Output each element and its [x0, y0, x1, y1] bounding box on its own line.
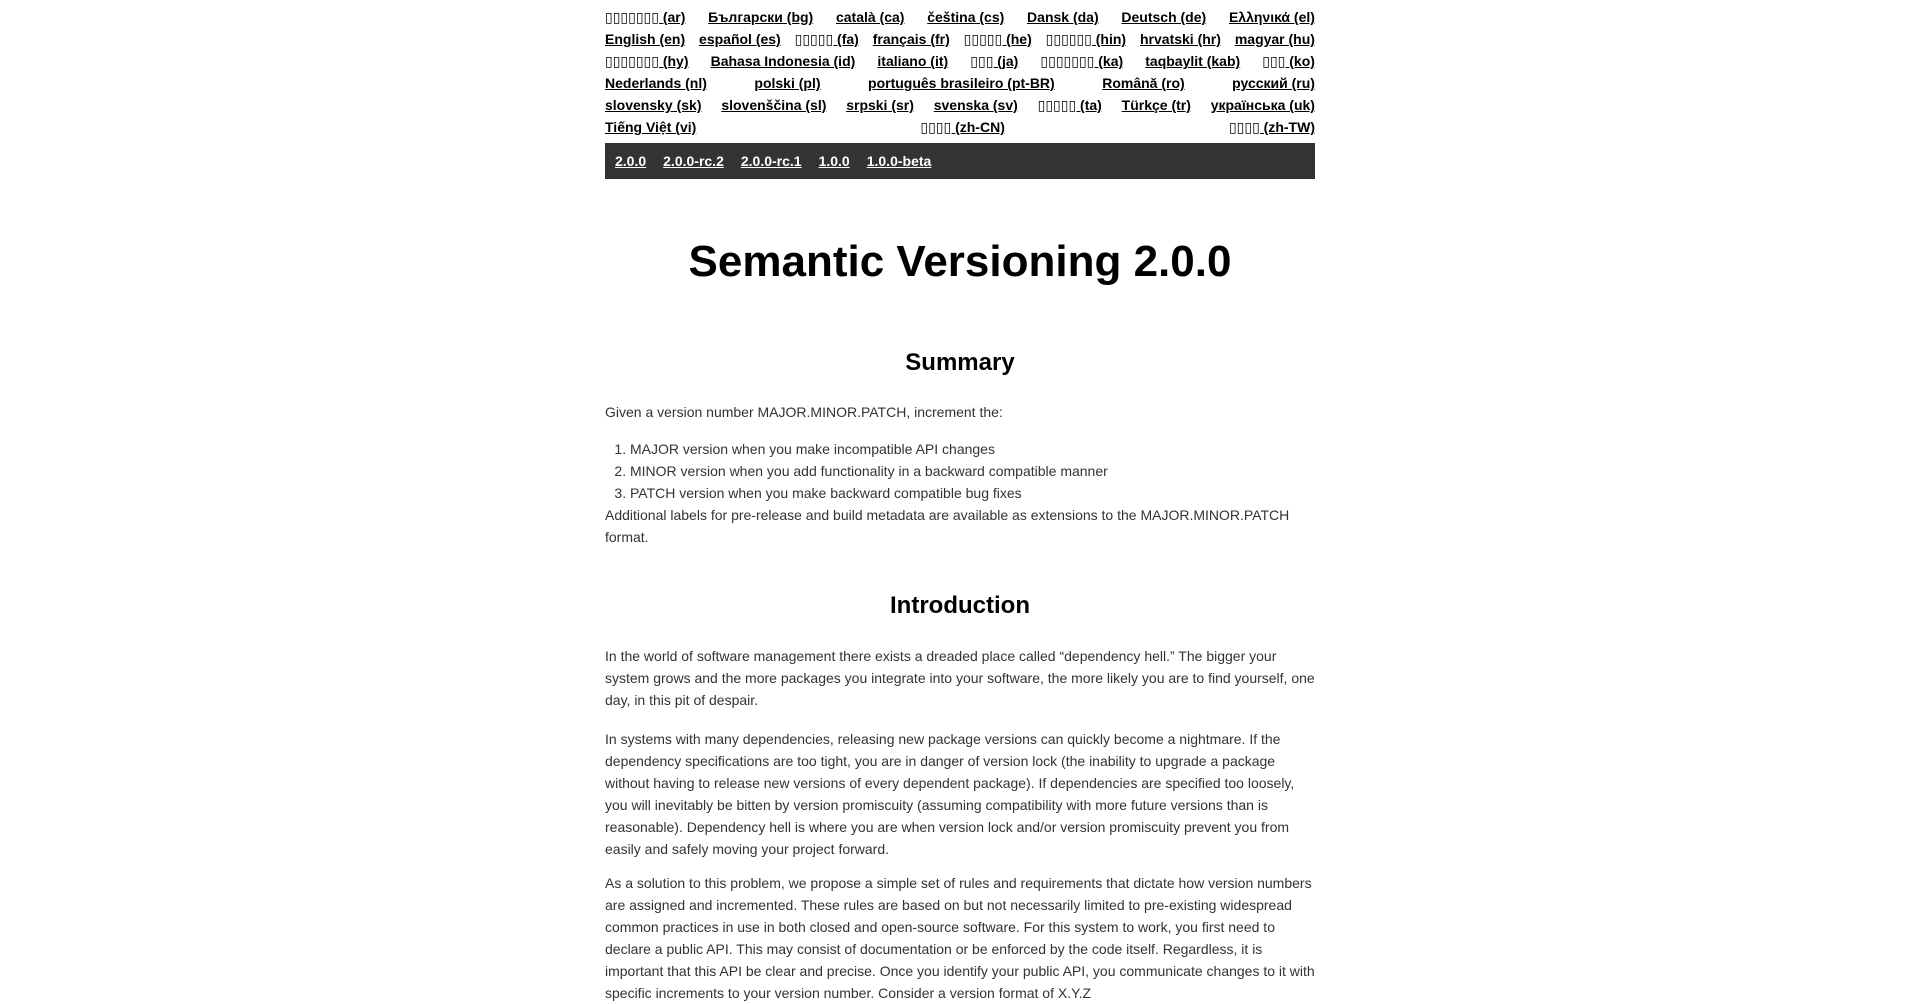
summary-list-item-major: 1. MAJOR version when you make incompatible API changes — [630, 438, 1315, 460]
lang-link-hr[interactable]: hrvatski (hr) — [1140, 31, 1221, 47]
lang-link-pl[interactable]: polski (pl) — [754, 75, 821, 91]
lang-link-fa[interactable]: ▯▯▯▯▯ (fa) — [794, 31, 859, 47]
version-link-2-0-0-rc-1[interactable]: 2.0.0-rc.1 — [740, 153, 802, 169]
lang-link-ja[interactable]: ▯▯▯ (ja) — [970, 53, 1019, 69]
version-link-1-0-0-beta[interactable]: 1.0.0-beta — [866, 153, 932, 169]
lang-link-ro[interactable]: Română (ro) — [1102, 75, 1185, 91]
introduction-section — [605, 591, 1315, 1004]
introduction-paragraph-3: As a solution to this problem, we propose a simple set of rules and requirements that dictate how version numbers are assigned and incremented. These rules are based on but not necessarily limited to pre-existing widespread common practices in use in both closed and open-source software. For this system to work, you first need to declare a public API. This may consist of documentation or be enforced by the code itself. Regardless, it is important that this API be clear and precise. Once you identify your public API, you communicate changes to it with specific increments to your version number. Consider a version format of X.Y.Z — [605, 875, 1315, 1001]
lang-link-it[interactable]: italiano (it) — [877, 53, 949, 69]
lang-link-el[interactable]: Ελληνικά (el) — [1228, 9, 1315, 25]
language-row-4 — [605, 72, 1315, 94]
version-link-2-0-0-rc-2[interactable]: 2.0.0-rc.2 — [663, 153, 724, 169]
lang-link-zh-CN[interactable]: ▯▯▯▯ (zh-CN) — [920, 119, 1005, 135]
lang-link-sl[interactable]: slovenščina (sl) — [721, 97, 827, 113]
content-column — [605, 0, 1315, 1004]
introduction-heading: Introduction — [890, 592, 1030, 619]
language-row-6 — [605, 116, 1315, 138]
lang-link-hu[interactable]: magyar (hu) — [1234, 31, 1315, 47]
lang-link-es[interactable]: español (es) — [699, 31, 781, 47]
language-nav — [605, 0, 1315, 138]
lang-link-he[interactable]: ▯▯▯▯▯ (he) — [963, 31, 1032, 47]
version-link-2-0-0[interactable]: 2.0.0 — [615, 153, 647, 169]
summary-list-item-minor: 2. MINOR version when you add functionality in a backward compatible manner — [630, 460, 1315, 482]
lang-link-id[interactable]: Bahasa Indonesia (id) — [710, 53, 856, 69]
lang-link-fr[interactable]: français (fr) — [872, 31, 950, 47]
lang-link-tr[interactable]: Türkçe (tr) — [1121, 97, 1191, 113]
summary-heading: Summary — [905, 349, 1015, 376]
lang-link-ta[interactable]: ▯▯▯▯▯ (ta) — [1037, 97, 1102, 113]
lang-link-sk[interactable]: slovensky (sk) — [605, 97, 702, 113]
lang-link-ka[interactable]: ▯▯▯▯▯▯▯ (ka) — [1040, 53, 1124, 69]
lang-link-en[interactable]: English (en) — [605, 31, 686, 47]
summary-section — [605, 348, 1315, 548]
summary-outro-text: Additional labels for pre-release and build metadata are available as extensions to the MAJOR.MINOR.PATCH format. — [605, 507, 1290, 545]
lang-link-sr[interactable]: srpski (sr) — [846, 97, 914, 113]
summary-intro-text: Given a version number MAJOR.MINOR.PATCH, increment the: — [605, 404, 1003, 420]
summary-list — [605, 438, 1315, 504]
lang-link-hy[interactable]: ▯▯▯▯▯▯▯ (hy) — [605, 53, 689, 69]
language-row-2 — [605, 28, 1315, 50]
lang-link-hin[interactable]: ▯▯▯▯▯▯ (hin) — [1045, 31, 1127, 47]
lang-link-nl[interactable]: Nederlands (nl) — [605, 75, 707, 91]
version-nav-bar — [605, 143, 1315, 179]
lang-link-uk[interactable]: українська (uk) — [1210, 97, 1315, 113]
lang-link-ko[interactable]: ▯▯▯ (ko) — [1262, 53, 1315, 69]
language-row-3 — [605, 50, 1315, 72]
lang-link-ar[interactable]: ▯▯▯▯▯▯▯ (ar) — [605, 9, 686, 25]
lang-link-vi[interactable]: Tiếng Việt (vi) — [605, 119, 697, 135]
lang-link-ru[interactable]: русский (ru) — [1232, 75, 1315, 91]
language-row-1 — [605, 6, 1315, 28]
introduction-paragraph-1: In the world of software management there exists a dreaded place called “dependency hell.” The bigger your system grows and the more packages you integrate into your software, the more likely you are to find yourself, one day, in this pit of despair. — [605, 648, 1315, 708]
lang-link-zh-TW[interactable]: ▯▯▯▯ (zh-TW) — [1228, 119, 1315, 135]
lang-link-kab[interactable]: taqbaylit (kab) — [1145, 53, 1241, 69]
lang-link-bg[interactable]: Български (bg) — [708, 9, 814, 25]
lang-link-ca[interactable]: català (ca) — [835, 9, 905, 25]
lang-link-da[interactable]: Dansk (da) — [1027, 9, 1099, 25]
summary-list-item-patch: 3. PATCH version when you make backward compatible bug fixes — [630, 482, 1315, 504]
version-link-1-0-0[interactable]: 1.0.0 — [818, 153, 850, 169]
introduction-paragraph-2: In systems with many dependencies, releasing new package versions can quickly become a nightmare. If the dependency specifications are too tight, you are in danger of version lock (the inability to upgrade a package without having to release new versions of every dependent package). If dependencies are specified too loosely, you will inevitably be bitten by version promiscuity (assuming compatibility with more future versions than is reasonable). Dependency hell is where you are when version lock and/or version promiscuity prevent you from easily and safely moving your project forward. — [605, 731, 1295, 857]
lang-link-pt-BR[interactable]: português brasileiro (pt-BR) — [868, 75, 1055, 91]
page-title: Semantic Versioning 2.0.0 — [688, 237, 1232, 286]
lang-link-cs[interactable]: čeština (cs) — [927, 9, 1005, 25]
language-row-5 — [605, 94, 1315, 116]
lang-link-sv[interactable]: svenska (sv) — [933, 97, 1018, 113]
lang-link-de[interactable]: Deutsch (de) — [1121, 9, 1207, 25]
